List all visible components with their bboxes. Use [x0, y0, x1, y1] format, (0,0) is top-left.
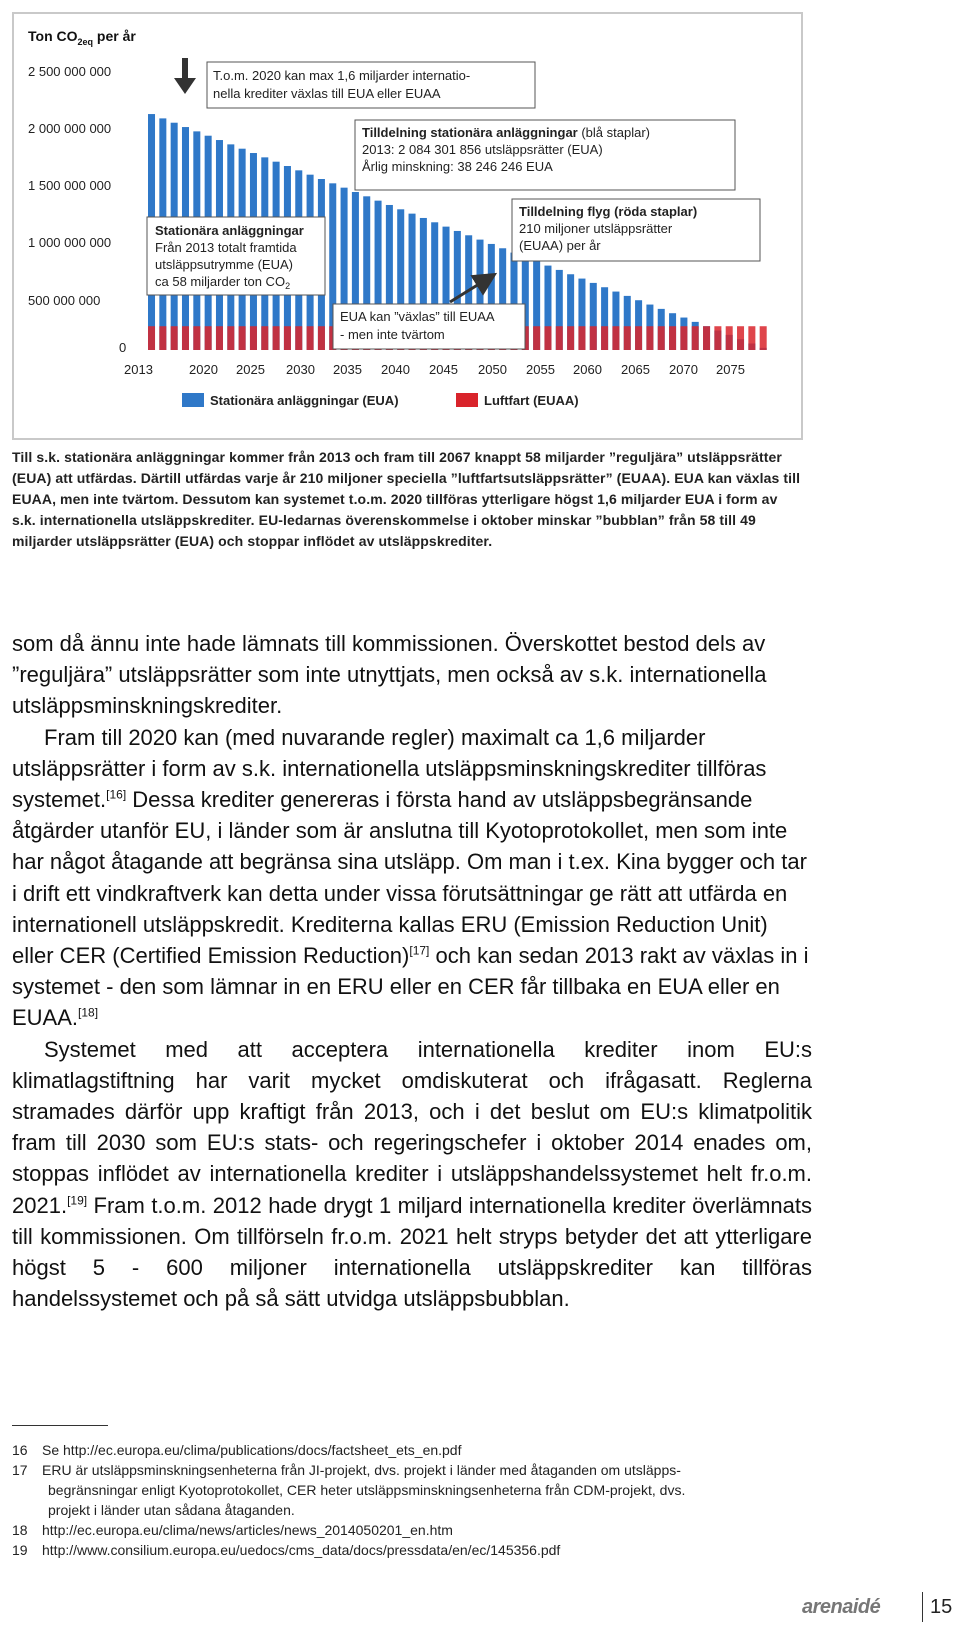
x-tick-label: 2035: [333, 362, 362, 377]
bar-euaa-2015: [171, 326, 178, 350]
bar-euaa-2024: [273, 326, 280, 350]
flight-line-1: Tilldelning flyg (röda staplar): [519, 204, 698, 219]
legend-swatch-eua: [182, 393, 204, 407]
y-tick-label: 0: [119, 340, 127, 355]
brand-logo: arenaidé: [802, 1596, 881, 1618]
article-body: [12, 628, 812, 1314]
stationary-line-2: 2013: 2 084 301 856 utsläppsrätter (EUA): [362, 142, 603, 157]
total-line-4: ca 58 miljarder ton $CO_2$: [155, 274, 291, 291]
note-international-credits: [207, 62, 535, 108]
bar-euaa-2060: [680, 326, 687, 350]
bar-euaa-2063: [714, 326, 721, 350]
x-tick-label: 2040: [381, 362, 410, 377]
paragraph-3: Systemet med att acceptera internationella krediter inom EU:s klimatlagstiftning har varit mycket omdiskuterat och ifrågasatt. Reglerna stramades därför upp kraftigt från 2013, och i det beslut om EU:s klimatpolitik fram till 2030 som EU:s stats- och regeringschefer i oktober 2014 enades om, stoppas inflödet av internationella krediter i utsläppshandelssystemet helt fr.o.m. 2021.[19] Fram t.o.m. 2012 hade drygt 1 miljard internationella krediter överlämnats till kommissionen. Om tillförseln fr.o.m. 2021 helt stryps betyder det att ytterligare högst 5 - 600 miljoner internationella utsläppskrediter kan tillföras handelssystemet och på så sätt utvidga utsläppsbubblan.: [12, 1036, 812, 1312]
x-tick-label: 2020: [189, 362, 218, 377]
bar-euaa-2021: [239, 326, 246, 350]
footnote-18: 18 http://ec.europa.eu/clima/news/articles/news_2014050201_en.htm: [12, 1522, 453, 1538]
bar-euaa-2023: [261, 326, 268, 350]
stationary-line-3: Årlig minskning: 38 246 246 EUA: [362, 159, 553, 174]
paragraph-2: Fram till 2020 kan (med nuvarande regler) maximalt ca 1,6 miljarder utsläppsrätter i form av s.k. internationella utsläppsminskningskrediter tillföras systemet.[16] Dessa krediter genereras i första hand av utsläppsbegränsande åtgärder utanför EU, i länder som är anslutna till Kyotoprotokollet, men som inte har något åtagande att begränsa sina utsläpp. Om man i t.ex. Kina bygger och tar i drift ett vindkraftverk kan detta under vissa förutsättningar ge rätt att utfärda en internationell utsläppskredit. Krediterna kallas ERU (Emission Reduction Unit) eller CER (Certified Emission Reduction)[17] och kan sedan 2013 rakt av växlas in i systemet - den som lämnar in en ERU eller en CER får tillbaka en EUA eller en EUAA.[18]: [12, 724, 809, 1031]
x-tick-label: 2030: [286, 362, 315, 377]
stationary-line-1: Tilldelning stationära anläggningar (blå staplar): [362, 125, 650, 140]
bar-euaa-2019: [216, 326, 223, 350]
y-tick-label: 500 000 000: [28, 293, 101, 308]
footnote-19: 19 http://www.consilium.europa.eu/uedocs/cms_data/docs/pressdata/en/ec/145356.pdf: [12, 1542, 561, 1558]
bar-euaa-2014: [159, 326, 166, 350]
bar-euaa-2028: [318, 326, 325, 350]
bar-euaa-2047: [533, 326, 540, 350]
x-tick-label: 2050: [478, 362, 507, 377]
y-axis-title: Ton $CO_{2eq}$ per år: [28, 28, 136, 47]
x-tick-label: 2060: [573, 362, 602, 377]
footnote-ref-19: [19]: [67, 1193, 88, 1208]
bar-euaa-2013: [148, 326, 155, 350]
paragraph-1: som då ännu inte hade lämnats till kommissionen. Överskottet bestod dels av ”reguljära” utsläppsrätter som inte utnyttjats, men också av s.k. internationella utsläppsminskningskrediter.: [12, 631, 767, 719]
x-tick-label: 2013: [124, 362, 153, 377]
legend-label-eua: Stationära anläggningar (EUA): [210, 393, 399, 408]
x-tick-label: 2025: [236, 362, 265, 377]
bar-euaa-2050: [567, 326, 574, 350]
note-flight-allocation: [512, 199, 760, 261]
x-tick-label: 2065: [621, 362, 650, 377]
total-line-3: utsläppsutrymme (EUA): [155, 257, 293, 272]
bar-euaa-2061: [692, 326, 699, 350]
bar-euaa-2056: [635, 326, 642, 350]
x-tick-label: 2070: [669, 362, 698, 377]
y-tick-label: 1 000 000 000: [28, 235, 112, 250]
chart-figure: [12, 12, 803, 440]
total-line-1: Stationära anläggningar: [155, 223, 304, 238]
bar-euaa-2057: [646, 326, 653, 350]
bar-euaa-2016: [182, 326, 189, 350]
bar-euaa-2020: [227, 326, 234, 350]
footnote-17-cont-2: projekt i länder utan sådana åtaganden.: [48, 1502, 295, 1518]
x-tick-label: 2075: [716, 362, 745, 377]
bar-euaa-2065: [737, 326, 744, 350]
co2-allowance-chart: [14, 14, 805, 442]
flight-line-2: 210 miljoner utsläppsrätter: [519, 221, 673, 236]
footnote-ref-18: [18]: [78, 1006, 99, 1021]
bar-euaa-2062: [703, 326, 710, 350]
note-stationary-allocation: [355, 120, 735, 190]
total-line-2: Från 2013 totalt framtida: [155, 240, 297, 255]
legend-swatch-euaa: [456, 393, 478, 407]
y-tick-label: 1 500 000 000: [28, 178, 112, 193]
page-number-divider: [922, 1592, 923, 1622]
bar-euaa-2017: [193, 326, 200, 350]
y-tick-label: 2 500 000 000: [28, 64, 112, 79]
footnote-16: 16 Se http://ec.europa.eu/clima/publications/docs/factsheet_ets_en.pdf: [12, 1442, 462, 1458]
bar-euaa-2058: [658, 326, 665, 350]
note-exchange: [333, 304, 525, 349]
bar-euaa-2054: [612, 326, 619, 350]
note-line-2: nella krediter växlas till EUA eller EUAA: [213, 86, 441, 101]
page-number: 15: [930, 1596, 953, 1618]
footnotes: [12, 1440, 802, 1560]
x-tick-label: 2055: [526, 362, 555, 377]
bar-euaa-2048: [544, 326, 551, 350]
bar-euaa-2018: [205, 326, 212, 350]
x-tick-label: 2045: [429, 362, 458, 377]
bar-euaa-2027: [307, 326, 314, 350]
bar-euaa-2049: [556, 326, 563, 350]
exchange-line-2: - men inte tvärtom: [340, 327, 445, 342]
bar-euaa-2026: [295, 326, 302, 350]
footnote-17-cont-1: begränsningar enligt Kyotoprotokollet, CER heter utsläppsminskningsenheterna från CDM-projekt, dvs.: [48, 1482, 686, 1498]
legend-label-euaa: Luftfart (EUAA): [484, 393, 579, 408]
bar-euaa-2051: [578, 326, 585, 350]
bar-euaa-2059: [669, 326, 676, 350]
exchange-line-1: EUA kan ”växlas” till EUAA: [340, 309, 495, 324]
down-arrow-icon: [174, 58, 196, 94]
flight-line-3: (EUAA) per år: [519, 238, 601, 253]
footnote-ref-16: [16]: [106, 787, 127, 802]
bar-euaa-2066: [748, 326, 755, 350]
bar-euaa-2067: [760, 326, 767, 350]
footnote-17: 17 ERU är utsläppsminskningsenheterna från JI-projekt, dvs. projekt i länder med åtaganden om utsläpps-: [12, 1462, 681, 1478]
footnote-ref-17: [17]: [409, 943, 430, 958]
bar-euaa-2064: [726, 326, 733, 350]
bar-euaa-2025: [284, 326, 291, 350]
y-tick-label: 2 000 000 000: [28, 121, 112, 136]
footnote-divider: [12, 1425, 108, 1426]
bar-euaa-2055: [624, 326, 631, 350]
bar-euaa-2053: [601, 326, 608, 350]
note-total-stationary: [147, 217, 325, 295]
bar-euaa-2022: [250, 326, 257, 350]
legend: [182, 393, 579, 408]
bar-euaa-2052: [590, 326, 597, 350]
note-line-1: T.o.m. 2020 kan max 1,6 miljarder internatio-: [213, 68, 471, 83]
figure-caption: Till s.k. stationära anläggningar kommer från 2013 och fram till 2067 knappt 58 miljarder ”reguljära” utsläppsrätter (EUA) att utfärdas. Därtill utfärdas varje år 210 miljoner speciella ”luftfartsutsläppsrätter” (EUAA). EUA kan växlas till EUAA, men inte tvärtom. Dessutom kan systemet t.o.m. 2020 tillföras ytterligare högst 1,6 miljarder EUA i form av s.k. internationella utsläppskrediter. EU-ledarnas överenskommelse i oktober minskar ”bubblan” från 58 till 49 miljarder utsläppsrätter (EUA) och stoppar inflödet av utsläppskrediter.: [12, 449, 801, 549]
